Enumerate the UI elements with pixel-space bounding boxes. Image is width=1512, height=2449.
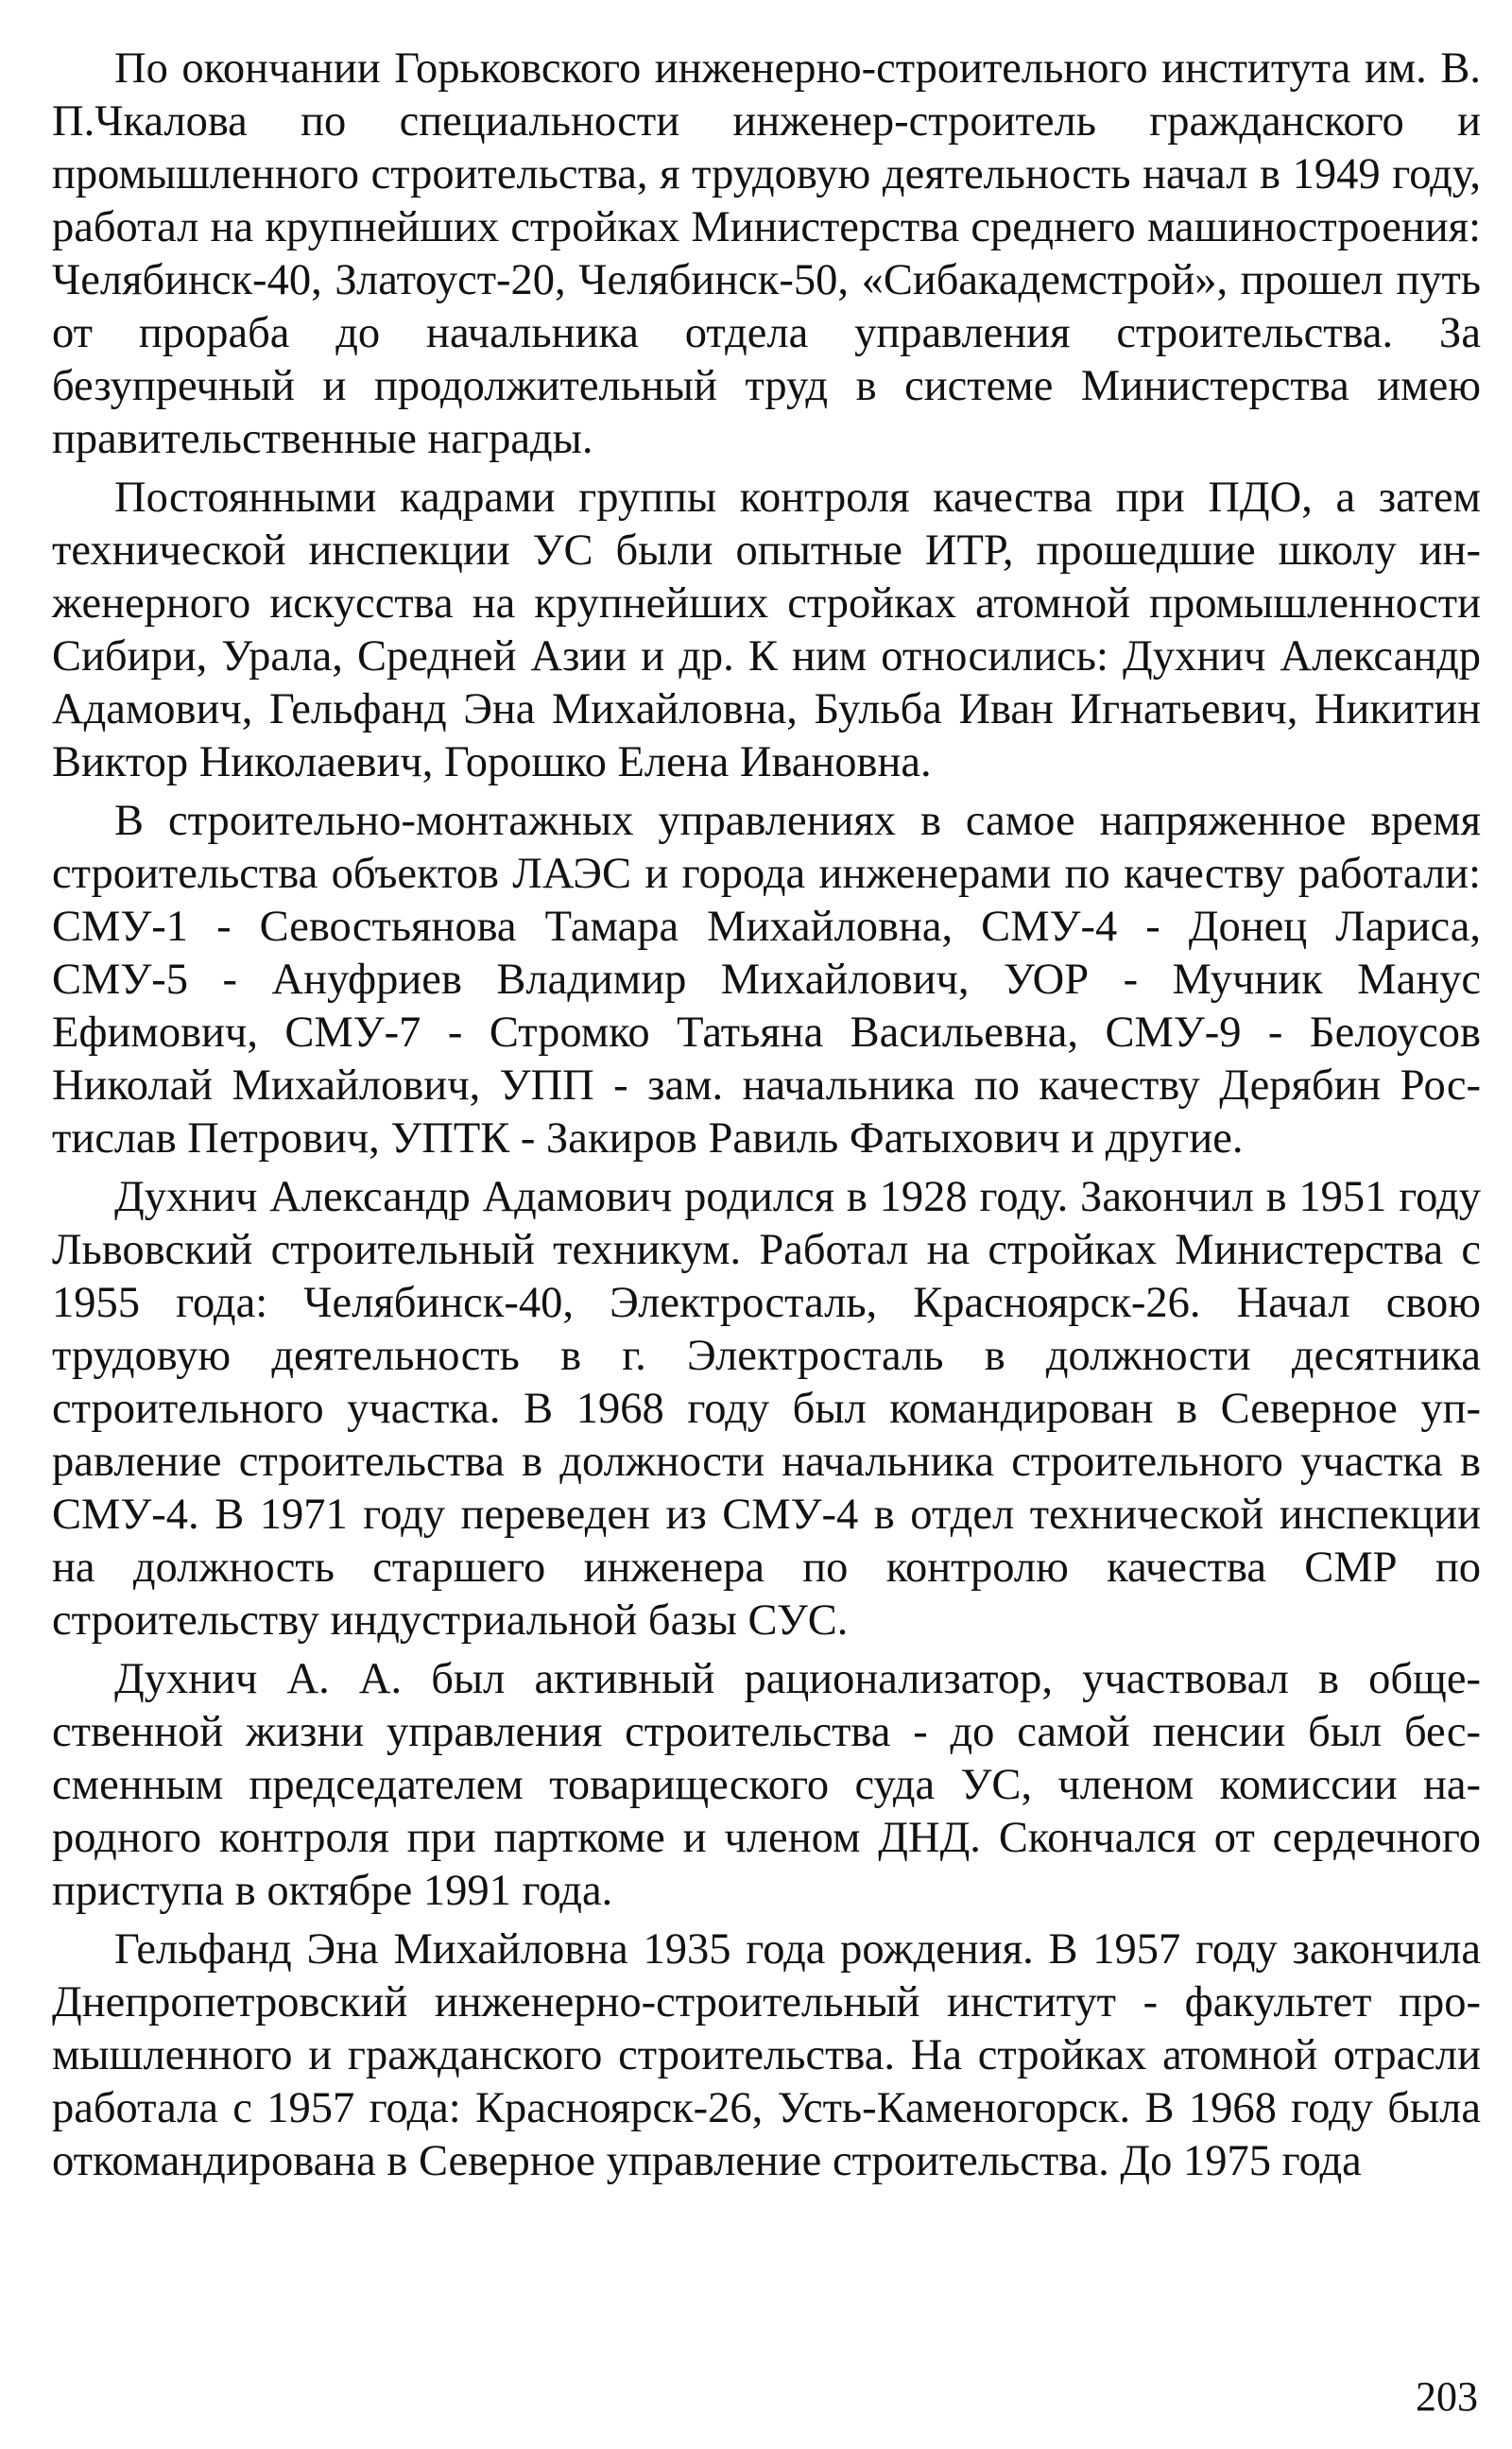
paragraph-3: В строительно-монтажных управлениях в самое напряженное время строительства объектов ЛАЭС и города инженерами по качеству работали: СМУ-1 - Севостьянова Тамара Михайловна, СМУ-4 - Донец Лариса, СМУ-5 - Ануфриев Владимир Михайлович, УОР - Мучник Манус Ефимович, СМУ-7 - Стромко Татьяна Васильевна, СМУ-9 - Белоусов Николай Михайлович, УПП - зам. начальника по качеству Дерябин Ростислав Петрович, УПТК - Закиров Равиль Фатыхович и другие. [52,797,1481,1163]
page-number: 203 [1416,2373,1478,2420]
paragraph-6: Гельфанд Эна Михайловна 1935 года рождения. В 1957 году закончила Днепропетровский инженерно-строительный институт - факультет промышленного и гражданского строительства. На стройках атомной отрасли работала с 1957 года: Красноярск-26, Усть-Каменогорск. В 1968 году была откомандирована в Северное управление строительства. До 1975 года [52,1925,1481,2185]
paragraph-4: Духнич Александр Адамович родился в 1928 году. Закончил в 1951 году Львовский строительный техникум. Работал на стройках Министерства с 1955 года: Челябинск-40, Электросталь, Красноярск-26. Начал свою трудовую деятельность в г. Электросталь в должности десятника строительного участка. В 1968 году был командирован в Северное управление строительства в должности начальника строительного участка в СМУ-4. В 1971 году переведен из СМУ-4 в отдел технической инспекции на должность старшего инженера по контролю качества СМР по строительству индустриальной базы СУС. [52,1173,1481,1645]
paragraph-5: Духнич А. А. был активный рационализатор, участвовал в общественной жизни управления строительства - до самой пенсии был бессменным председателем товарищеского суда УС, членом комиссии народного контроля при парткоме и членом ДНД. Скончался от сердечного приступа в октябре 1991 года. [52,1655,1481,1915]
paragraph-2: Постоянными кадрами группы контроля качества при ПДО, а затем технической инспекции УС были опытные ИТР, прошедшие школу инженерного искусства на крупнейших стройках атомной промышленности Сибири, Урала, Средней Азии и др. К ним относились: Духнич Александр Адамович, Гельфанд Эна Михайловна, Бульба Иван Игнатьевич, Никитин Виктор Николаевич, Горошко Елена Ивановна. [52,474,1481,786]
paragraph-1: По окончании Горьковского инженерно-строительного института им. В. П.Чкалова по специальности инженер-строитель гражданского и промышленного строительства, я трудовую деятельность начал в 1949 году, работал на крупнейших стройках Министерства среднего машиностроения: Челябинск-40, Златоуст-20, Челябинск-50, «Сибакадемстрой», прошел путь от прораба до начальника отдела управления строительства. За безупречный и продолжительный труд в системе Министерства имею правительственные награды. [52,44,1481,463]
page-body [52,43,1481,2194]
